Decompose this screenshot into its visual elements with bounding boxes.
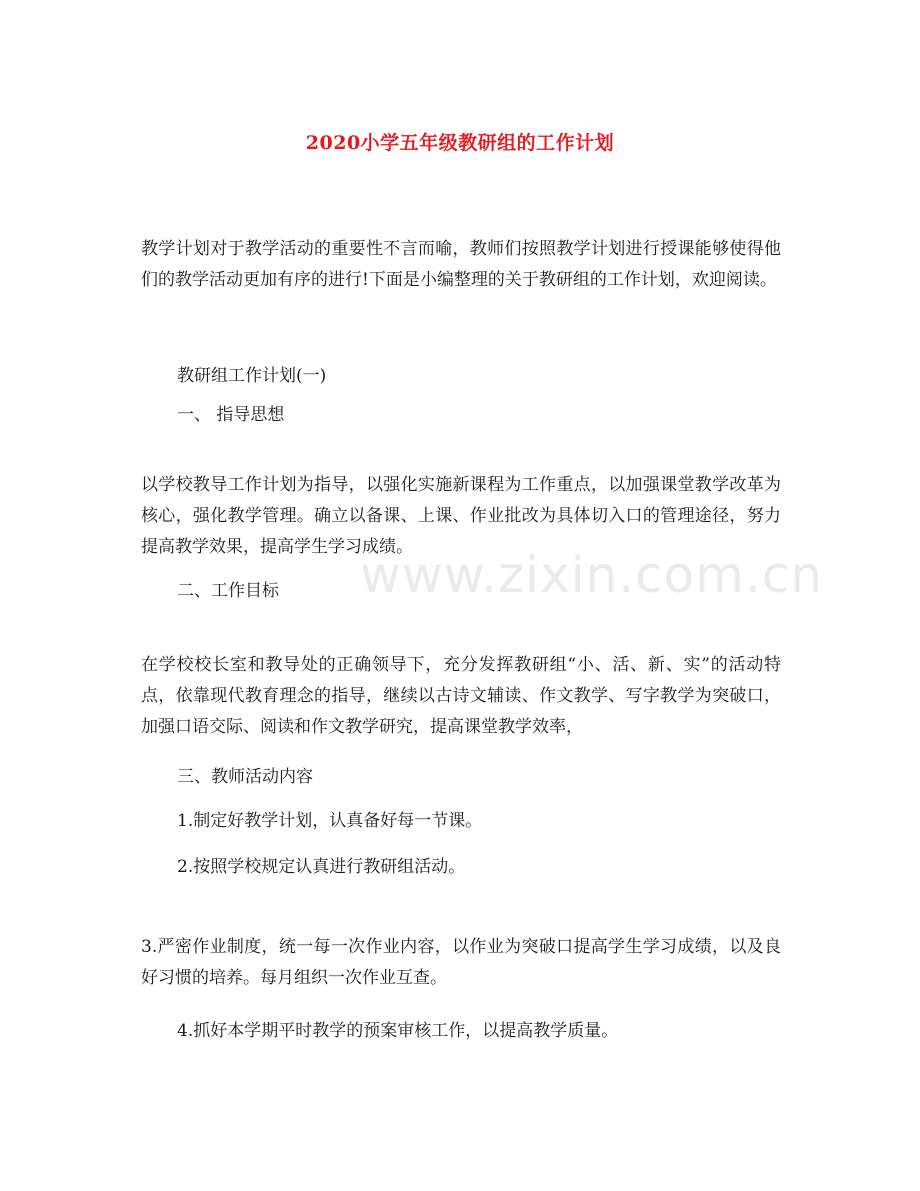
list-item: 4.抓好本学期平时教学的预案审核工作，以提高教学质量。 xyxy=(177,1021,619,1041)
list-item: 2.按照学校规定认真进行教研组活动。 xyxy=(177,857,466,877)
guiding-thought-paragraph: 以学校教导工作计划为指导，以强化实施新课程为工作重点，以加强课堂教学改革为核心，强化教学管理。确立以备课、上课、作业批改为具体切入口的管理途径，努力提高教学效果，提高学生学习成绩。 xyxy=(141,475,781,557)
heading-guiding-thought: 一、 指导思想 xyxy=(177,405,285,425)
heading-teacher-activities: 三、教师活动内容 xyxy=(177,767,313,787)
list-item: 1.制定好教学计划，认真备好每一节课。 xyxy=(177,811,483,831)
heading-work-goals: 二、工作目标 xyxy=(177,581,279,601)
list-item: 3.严密作业制度，统一每一次作业内容，以作业为突破口提高学生学习成绩，以及良好习惯的培养。每月组织一次作业互查。 xyxy=(141,937,781,988)
intro-paragraph: 教学计划对于教学活动的重要性不言而喻，教师们按照教学计划进行授课能够使得他们的教学活动更加有序的进行!下面是小编整理的关于教研组的工作计划，欢迎阅读。 xyxy=(141,239,781,290)
section-title: 教研组工作计划(一) xyxy=(177,366,327,386)
watermark: www.zixin.com.cn xyxy=(360,546,824,604)
work-goals-paragraph: 在学校校长室和教导处的正确领导下，充分发挥教研组“小、活、新、实”的活动特点，依靠现代教育理念的指导，继续以古诗文辅读、作文教学、写字教学为突破口，加强口语交际、阅读和作文教学研究，提高课堂教学效率， xyxy=(141,655,781,737)
document-title: 2020小学五年级教研组的工作计划 xyxy=(305,132,615,154)
